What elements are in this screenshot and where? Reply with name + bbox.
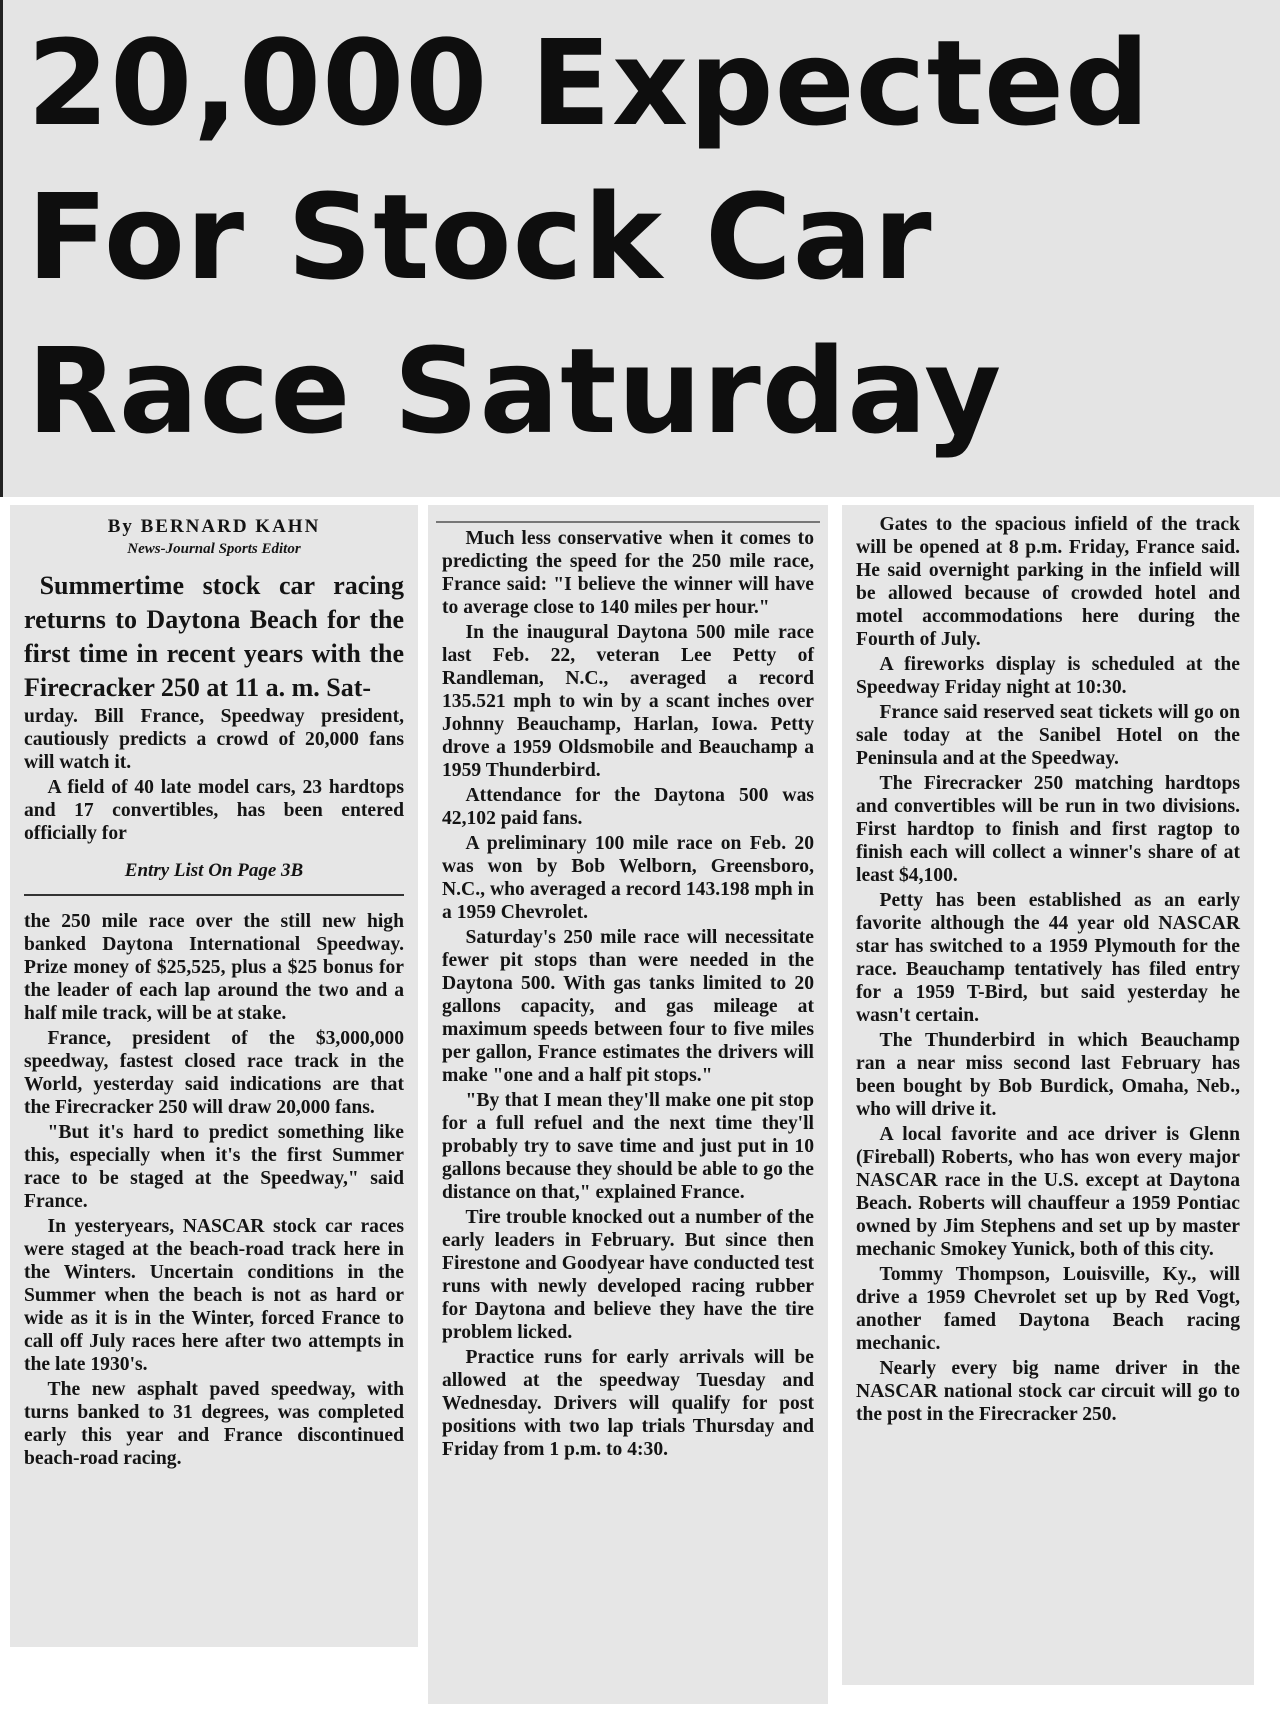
headline-line-3: Race Saturday xyxy=(27,322,1003,460)
paragraph: A local favorite and ace driver is Glenn (Fireball) Roberts, who has won every major NASCAR race in the U.S. except at Daytona Beach. Roberts will chauffeur a 1959 Pontiac owned by Jim Stephens and set up by master mechanic Smokey Yunick, both of this city. xyxy=(856,1124,1240,1260)
paragraph: "By that I mean they'll make one pit stop for a full refuel and the next time they'll probably try to save time and just put in 10 gallons because they should be able to go the distance on that," explained France. xyxy=(442,1090,814,1203)
paragraph: France, president of the $3,000,000 speedway, fastest closed race track in the World, yesterday said indications are that the Firecracker 250 will draw 20,000 fans. xyxy=(24,1028,404,1118)
paragraph: Practice runs for early arrivals will be allowed at the speedway Tuesday and Wednesday. Drivers will qualify for post positions with two lap trials Thursday and Friday from 1 p.m. to 4:30. xyxy=(442,1347,814,1460)
paragraph: The Firecracker 250 matching hardtops and convertibles will be run in two divisions. First hardtop to finish and first ragtop to finish each will collect a winner's share of at least $4,100. xyxy=(856,773,1240,886)
article-column-1 xyxy=(10,505,418,1647)
paragraph: The new asphalt paved speedway, with turns banked to 31 degrees, was completed early this year and France discontinued beach-road racing. xyxy=(24,1379,404,1469)
paragraph: A preliminary 100 mile race on Feb. 20 was won by Bob Welborn, Greensboro, N.C., who averaged a record 143.198 mph in a 1959 Chevrolet. xyxy=(442,833,814,923)
paragraph: Much less conservative when it comes to predicting the speed for the 250 mile race, France said: "I believe the winner will have to average close to 140 miles per hour." xyxy=(442,528,814,618)
byline-author: By BERNARD KAHN xyxy=(107,516,321,537)
paragraph: Saturday's 250 mile race will necessitate fewer pit stops than were needed in the Daytona 500. With gas tanks limited to 20 gallons capacity, and gas mileage at maximum speeds between four to five miles per gallon, France estimates the drivers will make "one and a half pit stops." xyxy=(442,927,814,1086)
article-column-2 xyxy=(428,505,828,1704)
headline-block xyxy=(0,0,1280,497)
headline-line-2: For Stock Car xyxy=(27,168,933,306)
clipped-line-divider xyxy=(436,513,820,523)
paragraph: France said reserved seat tickets will go on sale today at the Sanibel Hotel on the Peninsula and at the Speedway. xyxy=(856,702,1240,769)
paragraph: Tommy Thompson, Louisville, Ky., will drive a 1959 Chevrolet set up by Red Vogt, another famed Daytona Beach racing mechanic. xyxy=(856,1264,1240,1354)
article-column-3 xyxy=(842,505,1254,1685)
paragraph: The Thunderbird in which Beauchamp ran a near miss second last February has been bought by Bob Burdick, Omaha, Neb., who will drive it. xyxy=(856,1030,1240,1120)
paragraph: A fireworks display is scheduled at the Speedway Friday night at 10:30. xyxy=(856,654,1240,698)
paragraph: the 250 mile race over the still new high banked Daytona International Speedway. Prize money of $25,525, plus a $25 bonus for the leader of each lap around the two and a half mile track, will be at stake. xyxy=(24,911,404,1024)
headline-line-1: 20,000 Expected xyxy=(27,14,1151,152)
paragraph: Gates to the spacious infield of the track will be opened at 8 p.m. Friday, France said. He said overnight parking in the infield will be allowed because of crowded hotel and motel accommodations here during the Fourth of July. xyxy=(856,514,1240,650)
paragraph: urday. Bill France, Speedway president, cautiously predicts a crowd of 20,000 fans will watch it. xyxy=(24,706,404,773)
paragraph: Tire trouble knocked out a number of the early leaders in February. But since then Firestone and Goodyear have conducted test runs with newly developed racing rubber for Daytona and believe they have the tire problem licked. xyxy=(442,1207,814,1343)
paragraph: Petty has been established as an early favorite although the 44 year old NASCAR star has switched to a 1959 Plymouth for the race. Beauchamp tentatively has filed entry for a 1959 T-Bird, but said yesterday he wasn't certain. xyxy=(856,890,1240,1026)
lede-paragraph: Summertime stock car racing returns to Daytona Beach for the first time in recent years with the Firecracker 250 at 11 a. m. Sat- xyxy=(24,571,404,702)
entry-list-note: Entry List On Page 3B xyxy=(24,859,404,896)
paragraph: A field of 40 late model cars, 23 hardtops and 17 convertibles, has been entered officially for xyxy=(24,777,404,844)
byline-title: News-Journal Sports Editor xyxy=(127,541,301,557)
paragraph: Attendance for the Daytona 500 was 42,102 paid fans. xyxy=(442,785,814,829)
paragraph: In yesteryears, NASCAR stock car races were staged at the beach-road track here in the Winters. Uncertain conditions in the Summer when the beach is not as hard or wide as it is in the Winter, forced France to call off July races here after two attempts in the late 1930's. xyxy=(24,1216,404,1375)
paragraph: Nearly every big name driver in the NASCAR national stock car circuit will go to the post in the Firecracker 250. xyxy=(856,1358,1240,1425)
paragraph: "But it's hard to predict something like this, especially when it's the first Summer race to be staged at the Speedway," said France. xyxy=(24,1122,404,1212)
paragraph: In the inaugural Daytona 500 mile race last Feb. 22, veteran Lee Petty of Randleman, N.C., averaged a record 135.521 mph to win by a scant inches over Johnny Beauchamp, Harlan, Iowa. Petty drove a 1959 Oldsmobile and Beauchamp a 1959 Thunderbird. xyxy=(442,622,814,781)
